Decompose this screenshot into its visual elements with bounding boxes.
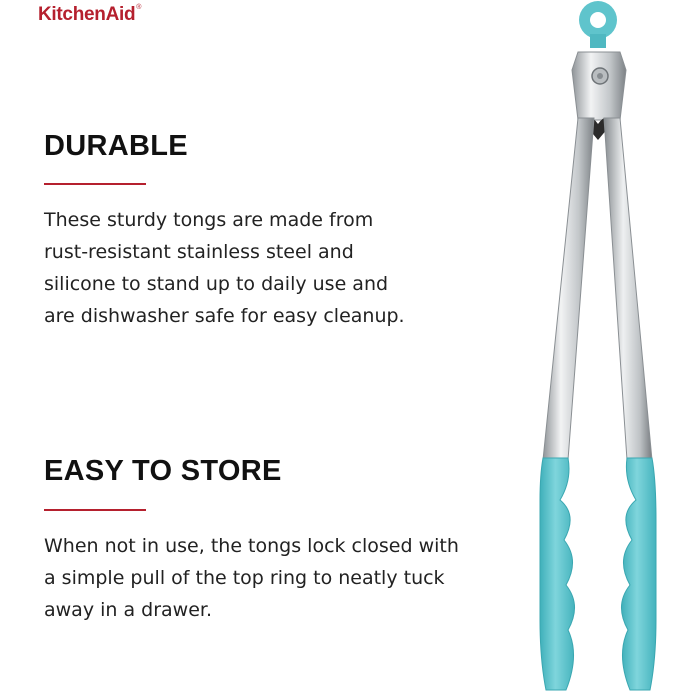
- left-silicone-tip-icon: [540, 458, 575, 690]
- trademark-symbol: ®: [136, 4, 142, 11]
- brand-name: KitchenAid: [38, 4, 136, 25]
- section-heading-easy-to-store: EASY TO STORE: [44, 455, 282, 487]
- right-arm-icon: [604, 118, 652, 460]
- ring-icon: [579, 1, 617, 48]
- section-body-durable: These sturdy tongs are made from rust-resistant stainless steel and silicone to stand up to daily use and are dishwasher safe for easy cleanup.: [44, 209, 405, 327]
- section-heading-durable: DURABLE: [44, 130, 188, 162]
- tongs-illustration: [520, 0, 700, 700]
- section-divider-durable: [44, 183, 146, 185]
- section-divider-easy-to-store: [44, 509, 146, 511]
- brand-logo: [38, 4, 141, 26]
- right-silicone-tip-icon: [621, 458, 656, 690]
- section-body-easy-to-store: When not in use, the tongs lock closed with a simple pull of the top ring to neatly tuck away in a drawer.: [44, 535, 459, 621]
- left-arm-icon: [543, 118, 594, 460]
